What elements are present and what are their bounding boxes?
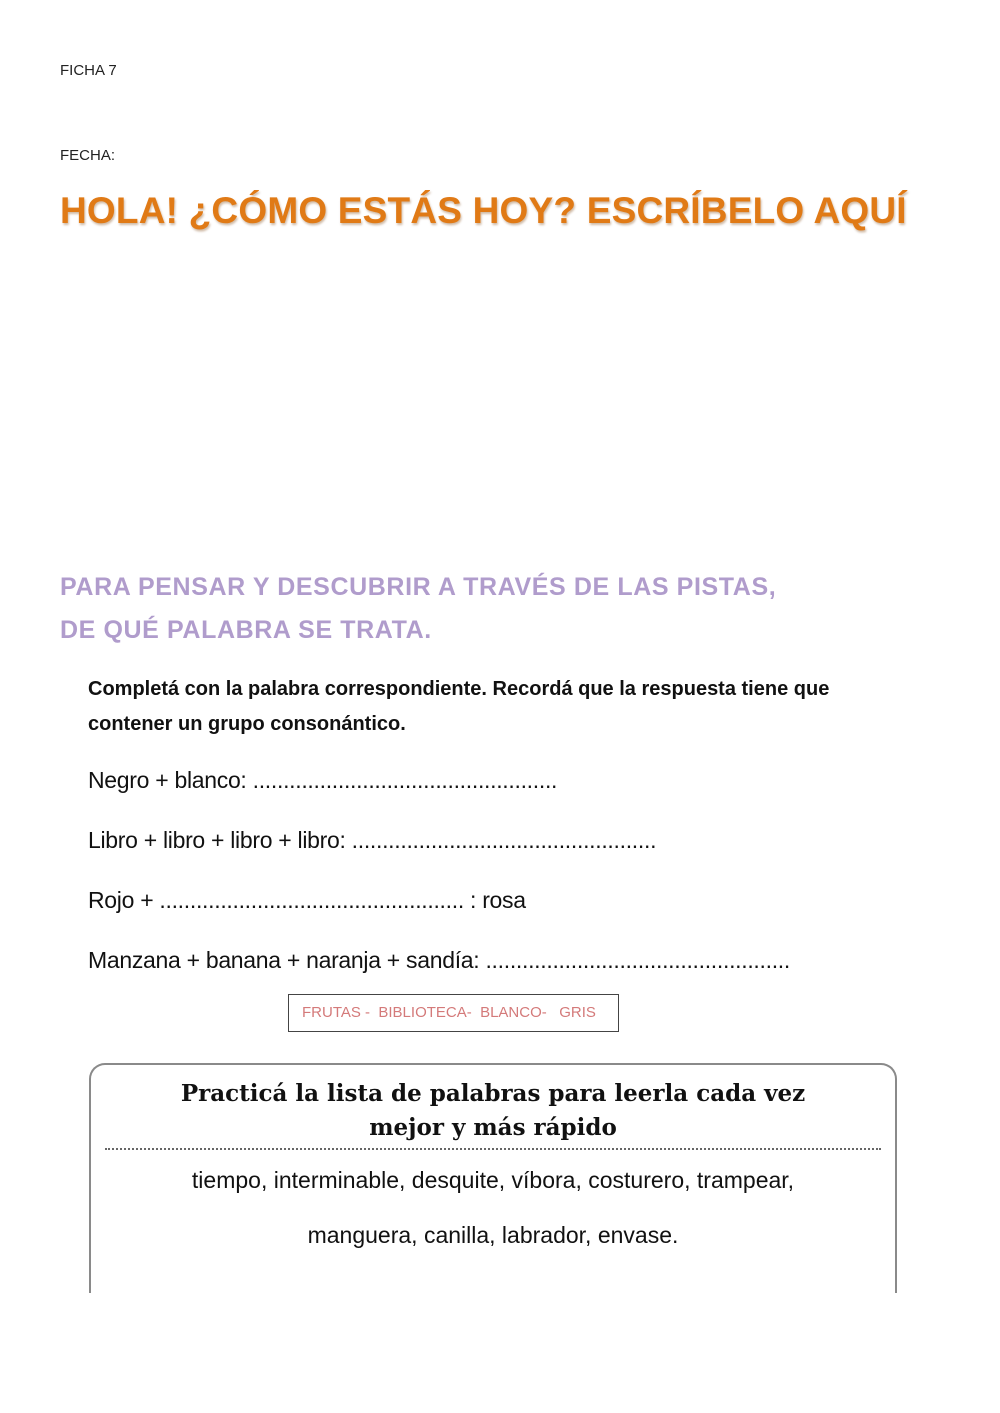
exercise-line-1: Negro + blanco: ..................................................	[88, 767, 558, 793]
practice-title-line-1: Practicá la lista de palabras para leerla cada vez	[180, 1080, 806, 1107]
word-bank-box: FRUTAS - BIBLIOTECA- BLANCO- GRIS	[288, 994, 619, 1032]
practice-words-line-1: tiempo, interminable, desquite, víbora, costurero, trampear,	[191, 1167, 795, 1193]
exercise-line-2: Libro + libro + libro + libro: ..................................................	[88, 827, 657, 853]
practice-title	[91, 1077, 895, 1145]
puzzle-heading	[60, 566, 940, 652]
practice-title-line-2: mejor y más rápido	[369, 1114, 617, 1141]
practice-words-line-2: manguera, canilla, labrador, envase.	[307, 1222, 679, 1248]
exercise-line-3: Rojo + .................................................. : rosa	[88, 887, 526, 913]
instruction-text	[88, 672, 938, 742]
puzzle-heading-line-1: PARA PENSAR Y DESCUBRIR A TRAVÉS DE LAS PISTAS,	[60, 573, 777, 601]
dotted-divider	[105, 1148, 881, 1150]
exercise-line-4: Manzana + banana + naranja + sandía: ..................................................	[88, 947, 790, 973]
fecha-label: FECHA:	[60, 147, 116, 164]
instruction-line-1: Completá con la palabra correspondiente. Recordá que la respuesta tiene que	[88, 678, 830, 700]
ficha-number: FICHA 7	[60, 62, 117, 79]
instruction-line-2: contener un grupo consonántico.	[88, 713, 406, 735]
greeting-title: HOLA! ¿CÓMO ESTÁS HOY? ESCRÍBELO AQUÍ	[60, 190, 907, 231]
puzzle-heading-line-2: DE QUÉ PALABRA SE TRATA.	[60, 616, 432, 644]
practice-box	[89, 1063, 897, 1293]
